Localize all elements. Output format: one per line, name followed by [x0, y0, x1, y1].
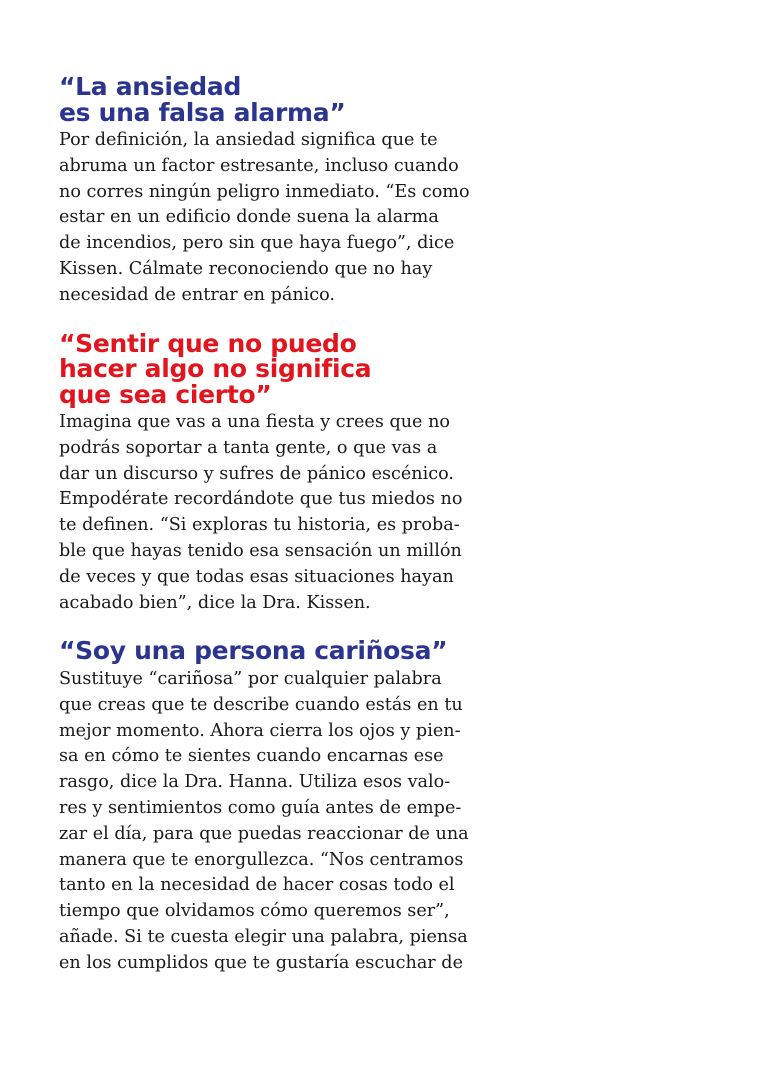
article-column: [59, 74, 499, 977]
body-line: necesidad de entrar en pánico.: [59, 284, 336, 305]
body-line: Sustituye “cariñosa” por cualquier palabra: [59, 668, 442, 689]
body-line: que creas que te describe cuando estás en tu: [59, 694, 463, 715]
section-body: [59, 128, 499, 309]
body-line: ble que hayas tenido esa sensación un millón: [59, 541, 462, 562]
heading-line: que sea cierto”: [59, 379, 272, 409]
body-line: tanto en la necesidad de hacer cosas todo el: [59, 875, 455, 896]
body-line: acabado bien”, dice la Dra. Kissen.: [59, 592, 371, 613]
body-line: no corres ningún peligro inmediato. “Es como: [59, 181, 470, 202]
section-spacer: [59, 309, 499, 331]
body-line: rasgo, dice la Dra. Hanna. Utiliza esos valo-: [59, 772, 451, 793]
heading-line: “Sentir que no puedo: [59, 328, 357, 358]
heading-line: “La ansiedad: [59, 72, 242, 101]
body-line: mejor momento. Ahora cierra los ojos y pien-: [59, 720, 461, 741]
body-line: manera que te enorgullezca. “Nos centramos: [59, 849, 464, 870]
body-line: te definen. “Si exploras tu historia, es proba-: [59, 515, 460, 536]
body-line: Kissen. Cálmate reconociendo que no hay: [59, 258, 433, 279]
section-caring-person: [59, 638, 499, 976]
body-line: Imagina que vas a una fiesta y crees que no: [59, 412, 450, 433]
body-line: zar el día, para que puedas reaccionar de una: [59, 823, 469, 844]
body-line: abruma un factor estresante, incluso cuando: [59, 155, 459, 176]
section-spacer: [59, 616, 499, 638]
section-body: [59, 410, 499, 616]
section-heading: [59, 638, 499, 664]
body-line: de incendios, pero sin que haya fuego”, dice: [59, 233, 455, 254]
body-line: sa en cómo te sientes cuando encarnas ese: [59, 746, 444, 767]
section-heading: [59, 74, 499, 125]
section-false-alarm: [59, 74, 499, 309]
heading-line: hacer algo no significa: [59, 354, 372, 384]
body-line: Por definición, la ansiedad significa que te: [59, 130, 438, 150]
body-line: de veces y que todas esas situaciones hayan: [59, 566, 454, 587]
heading-line: es una falsa alarma”: [59, 97, 346, 127]
body-line: dar un discurso y sufres de pánico escénico.: [59, 463, 454, 484]
body-line: estar en un edificio donde suena la alarma: [59, 207, 439, 228]
section-body: [59, 667, 499, 977]
section-feeling-not-true: [59, 328, 499, 617]
body-line: Empodérate recordándote que tus miedos no: [59, 489, 463, 510]
body-line: tiempo que olvidamos cómo queremos ser”,: [59, 901, 450, 922]
heading-line: “Soy una persona cariñosa”: [59, 636, 448, 666]
body-line: res y sentimientos como guía antes de empe-: [59, 797, 462, 818]
section-heading: [59, 328, 499, 409]
body-line: podrás soportar a tanta gente, o que vas a: [59, 437, 438, 458]
body-line: en los cumplidos que te gustaría escuchar de: [59, 952, 463, 973]
body-line: añade. Si te cuesta elegir una palabra, piensa: [59, 926, 468, 947]
